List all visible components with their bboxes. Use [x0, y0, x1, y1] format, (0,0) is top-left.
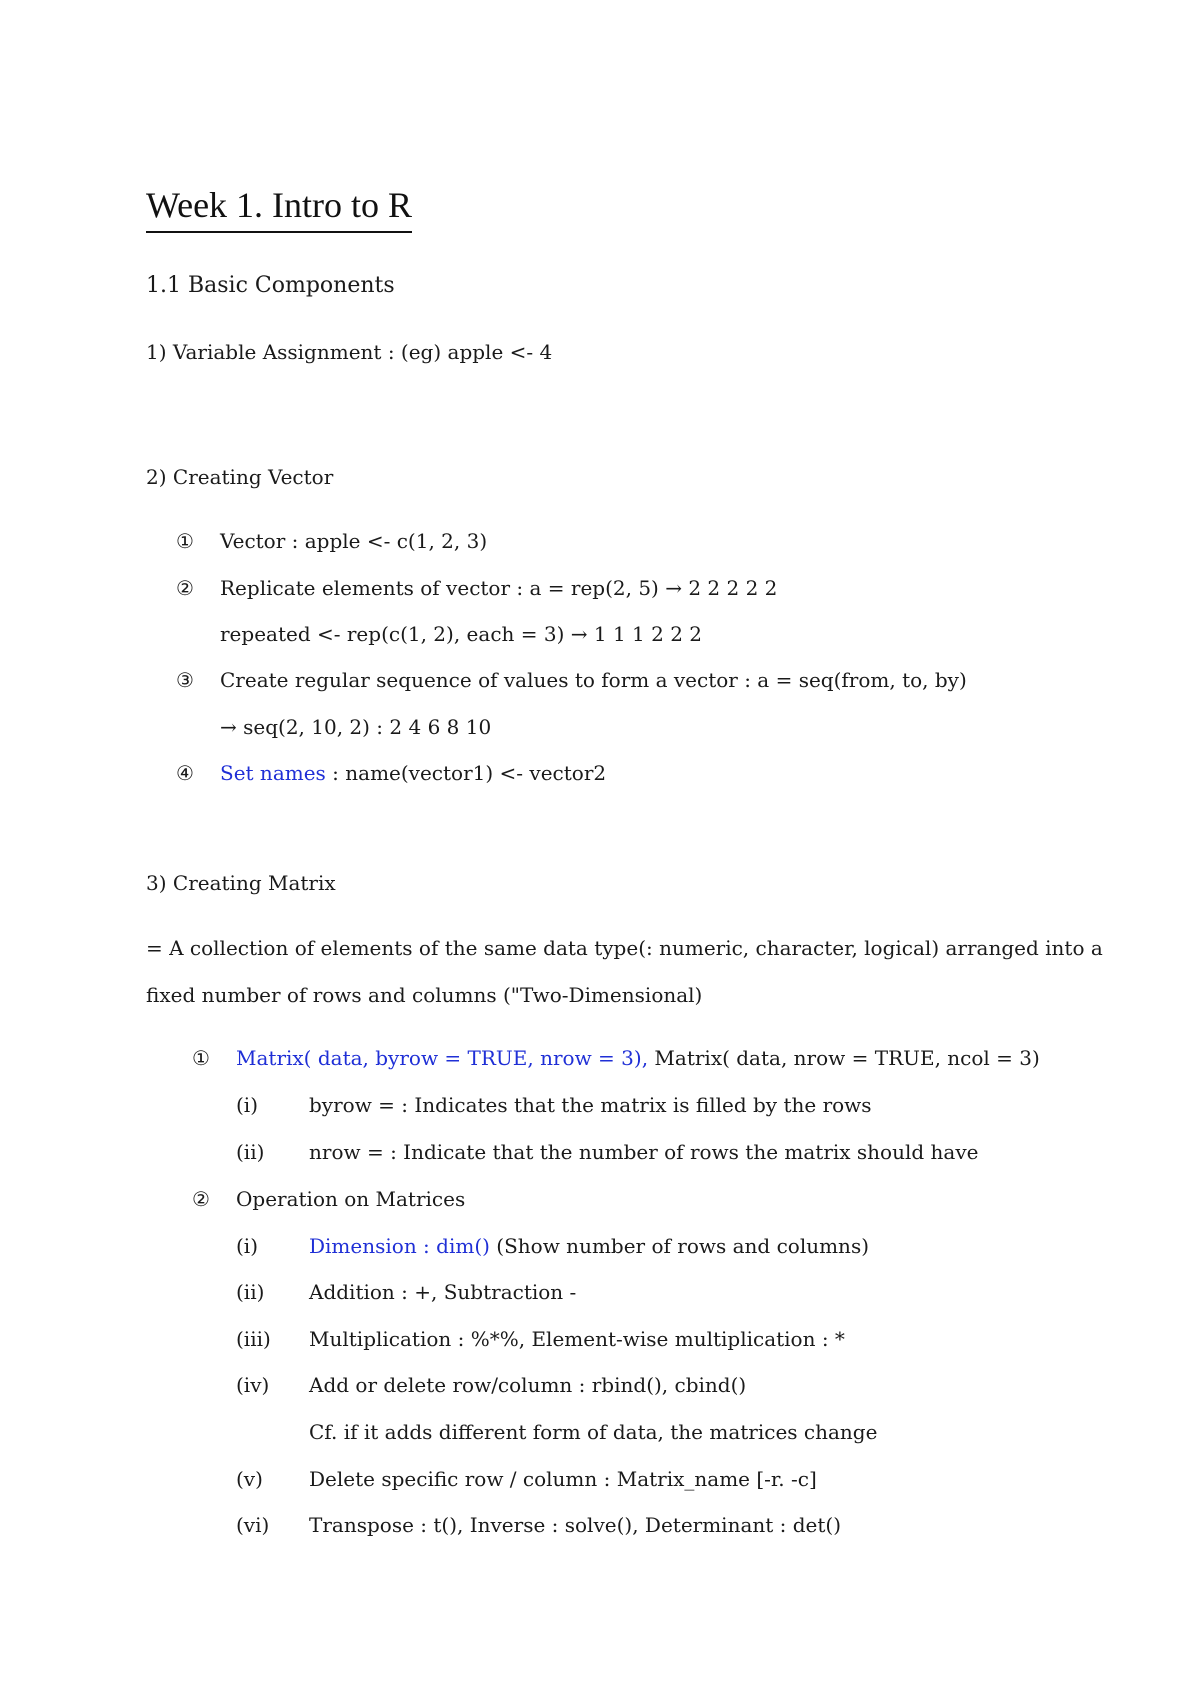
marker-3: ③	[176, 668, 194, 692]
op-marker-iii: (iii)	[236, 1327, 271, 1351]
matrix-function-line	[236, 1045, 1040, 1071]
matrix-function-text: Matrix( data, nrow = TRUE, ncol = 3)	[648, 1046, 1040, 1070]
byrow-text: byrow = : Indicates that the matrix is filled by the rows	[309, 1093, 872, 1117]
heading-creating-vector: 2) Creating Vector	[146, 465, 334, 489]
operation-heading: Operation on Matrices	[236, 1187, 466, 1211]
byrow-marker: (i)	[236, 1093, 259, 1117]
dimension-blue: Dimension : dim()	[309, 1234, 490, 1258]
op-transpose: Transpose : t(), Inverse : solve(), Determinant : det()	[309, 1513, 842, 1537]
set-names-line	[220, 760, 606, 786]
matrix-definition-line2: fixed number of rows and columns ("Two-Dimensional)	[146, 983, 703, 1007]
op-marker-v: (v)	[236, 1467, 263, 1491]
marker-2: ②	[176, 576, 194, 600]
op-marker-i: (i)	[236, 1234, 259, 1258]
op-addition: Addition : +, Subtraction -	[309, 1280, 577, 1304]
op-marker-iv: (iv)	[236, 1373, 270, 1397]
section-heading: 1.1 Basic Components	[146, 273, 395, 298]
matrix-marker-1: ①	[192, 1046, 210, 1070]
set-names-text: : name(vector1) <- vector2	[325, 761, 607, 785]
matrix-function-blue: Matrix( data, byrow = TRUE, nrow = 3),	[236, 1046, 649, 1070]
dimension-text: (Show number of rows and columns)	[489, 1234, 870, 1258]
nrow-text: nrow = : Indicate that the number of rows the matrix should have	[309, 1140, 979, 1164]
matrix-marker-2: ②	[192, 1187, 210, 1211]
op-multiplication: Multiplication : %*%, Element-wise multiplication : *	[309, 1327, 845, 1351]
repeated-example: repeated <- rep(c(1, 2), each = 3) → 1 1 1 2 2 2	[220, 622, 703, 646]
op-dimension	[309, 1233, 869, 1259]
marker-4: ④	[176, 761, 194, 785]
nrow-marker: (ii)	[236, 1140, 265, 1164]
marker-1: ①	[176, 529, 194, 553]
sequence-def: Create regular sequence of values to form a vector : a = seq(from, to, by)	[220, 668, 967, 692]
op-add-delete: Add or delete row/column : rbind(), cbind()	[309, 1373, 747, 1397]
vector-def: Vector : apple <- c(1, 2, 3)	[220, 529, 488, 553]
heading-creating-matrix: 3) Creating Matrix	[146, 871, 336, 895]
op-cf-note: Cf. if it adds different form of data, the matrices change	[309, 1420, 878, 1444]
replicate-def: Replicate elements of vector : a = rep(2, 5) → 2 2 2 2 2	[220, 576, 778, 600]
set-names-link: Set names	[220, 761, 326, 785]
op-marker-vi: (vi)	[236, 1513, 270, 1537]
matrix-definition-line1: = A collection of elements of the same data type(: numeric, character, logical) arranged into a	[146, 936, 1103, 960]
page-title: Week 1. Intro to R	[146, 183, 412, 233]
sequence-example: → seq(2, 10, 2) : 2 4 6 8 10	[220, 715, 492, 739]
item-variable-assignment: 1) Variable Assignment : (eg) apple <- 4	[146, 340, 553, 364]
op-delete-specific: Delete specific row / column : Matrix_name [-r. -c]	[309, 1467, 817, 1491]
op-marker-ii: (ii)	[236, 1280, 265, 1304]
